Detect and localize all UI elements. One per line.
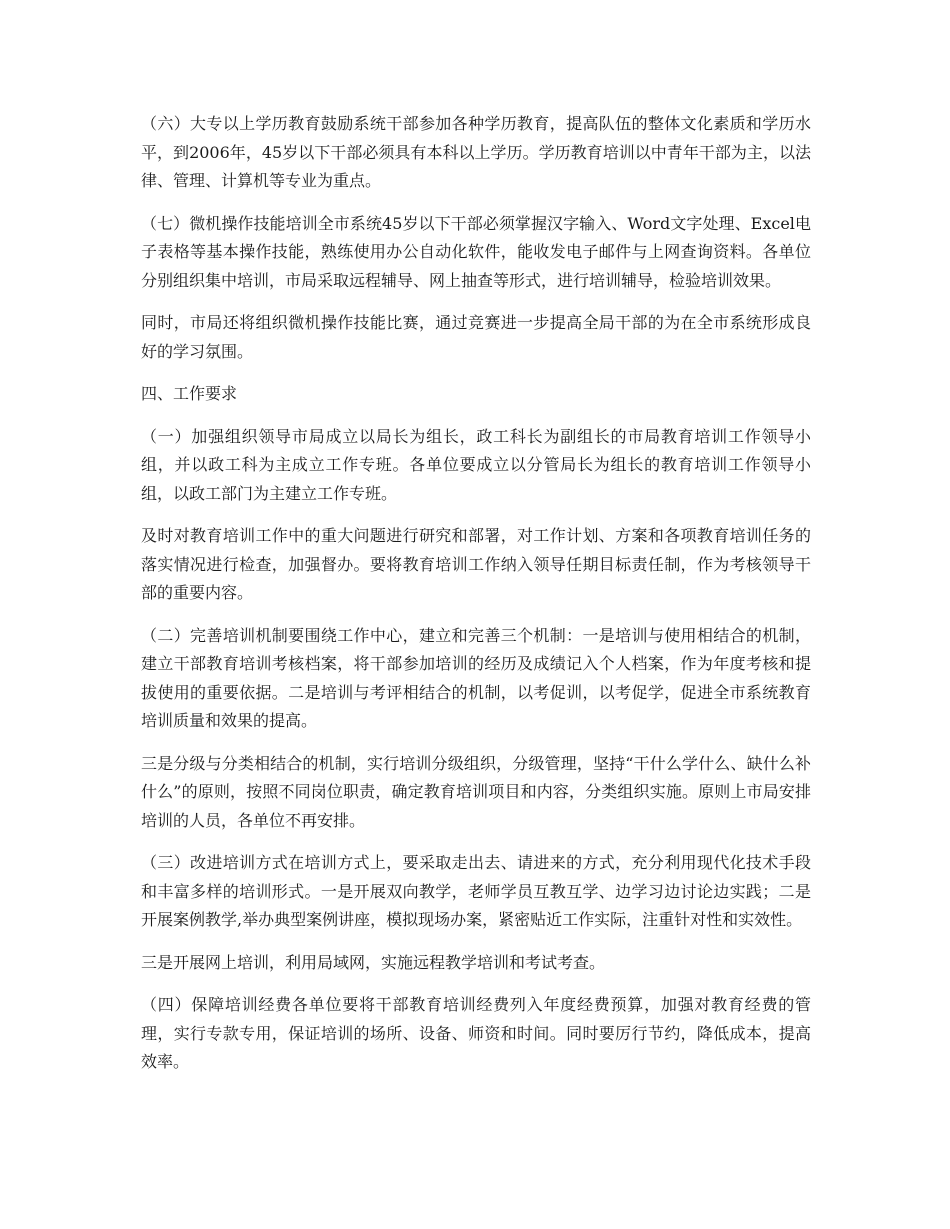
section-heading-work-requirements: 四、工作要求 [141,384,238,403]
paragraph-4-training-funds: （四）保障培训经费各单位要将干部教育培训经费列入年度经费预算，加强对教育经费的管理，实行专款专用，保证培训的场所、设备、师资和时间。同时要厉行节约，降低成本，提高效率。 [141,995,811,1071]
paragraph-online-training: 三是开展网上培训，利用局域网，实施远程教学培训和考试考查。 [141,952,606,972]
paragraph-7-computer-skills: （七）微机操作技能培训全市系统45岁以下干部必须掌握汉字输入、Word文字处理、Excel电子表格等基本操作技能，熟练使用办公自动化软件，能收发电子邮件与上网查询资料。各单位分别组织集中培训，市局采取远程辅导、网上抽查等形式，进行培训辅导，检验培训效果。 [141,213,811,290]
paragraph-6-degree-education: （六）大专以上学历教育鼓励系统干部参加各种学历教育，提高队伍的整体文化素质和学历水平，到2006年，45岁以下干部必须具有本科以上学历。学历教育培训以中青年干部为主，以法律、管理、计算机等专业为重点。 [141,114,811,190]
paragraph-classified-mechanism: 三是分级与分类相结合的机制，实行培训分级组织，分级管理，坚持“干什么学什么、缺什么补什么”的原则，按照不同岗位职责，确定教育培训项目和内容，分类组织实施。原则上市局安排培训的人员，各单位不再安排。 [141,753,811,830]
paragraph-3-training-methods: （三）改进培训方式在培训方式上，要采取走出去、请进来的方式，充分利用现代化技术手段和丰富多样的培训形式。一是开展双向教学，老师学员互教互学、边学习边讨论边实践；二是开展案例教学,举办典型案例讲座，模拟现场办案，紧密贴近工作实际，注重针对性和实效性。 [141,853,811,929]
document-body [141,110,811,1091]
paragraph-2-training-mechanism: （二）完善培训机制要围绕工作中心，建立和完善三个机制：一是培训与使用相结合的机制，建立干部教育培训考核档案，将干部参加培训的经历及成绩记入个人档案，作为年度考核和提拔使用的重要依据。二是培训与考评相结合的机制，以考促训，以考促学，促进全市系统教育培训质量和效果的提高。 [141,625,811,730]
paragraph-supervision: 及时对教育培训工作中的重大问题进行研究和部署，对工作计划、方案和各项教育培训任务的落实情况进行检查，加强督办。要将教育培训工作纳入领导任期目标责任制，作为考核领导干部的重要内容。 [141,526,811,602]
paragraph-1-organization-leadership: （一）加强组织领导市局成立以局长为组长，政工科长为副组长的市局教育培训工作领导小组，并以政工科为主成立工作专班。各单位要成立以分管局长为组长的教育培训工作领导小组，以政工部门为主建立工作专班。 [141,426,811,503]
paragraph-skills-competition: 同时，市局还将组织微机操作技能比赛，通过竞赛进一步提高全局干部的为在全市系统形成良好的学习氛围。 [141,313,811,361]
